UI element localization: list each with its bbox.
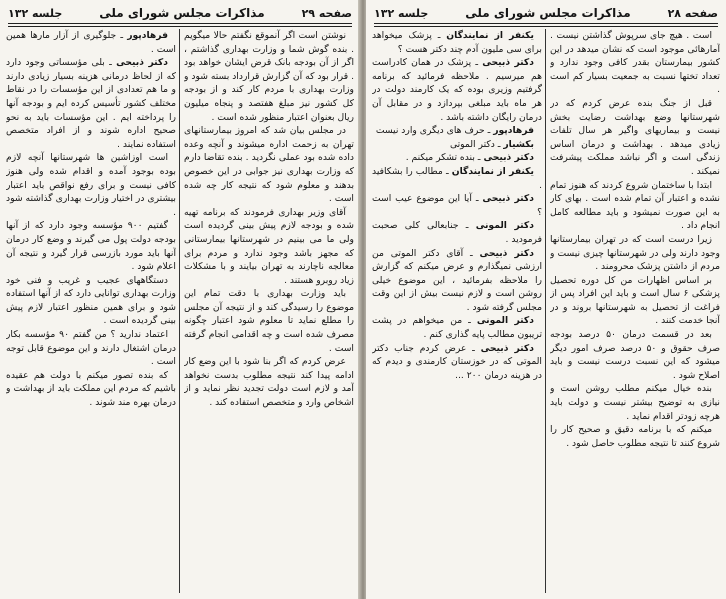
paragraph	[6, 56, 176, 151]
speaker-separator: ـ	[471, 57, 483, 69]
right-page	[366, 0, 726, 599]
paragraph	[372, 192, 542, 219]
paragraph-text: عرض کردم جناب دکتر الموتی که در خوزستان کارمندی و دیدم که در هزینه درمان ۲۰۰ ...	[372, 342, 542, 381]
paragraph-text: بنده تشکر میکنم .	[405, 152, 475, 164]
speaker-separator: ـ	[104, 57, 117, 69]
paragraph	[6, 151, 176, 219]
paragraph	[372, 124, 542, 138]
paragraph-text: زیرا درست است که در تهران بیمارستانها وجود دارند ولی در شهرستانها چیزی نیست و مردم از داشتن پزشک محرومند .	[550, 233, 720, 273]
paragraph-text: آیا این موضوع عیب است ؟	[372, 193, 542, 218]
paragraph	[372, 314, 542, 341]
paragraph-text: دکتر الموتی	[449, 138, 495, 150]
left-page-number: صفحه ۲۹	[301, 6, 352, 20]
paragraph-text: دستگاههای عجیب و غریب و فنی خود وزارت بهداری توانایی دارد که از آنها استفاده شود و برای همین منظور اعتبار لازم پیش بینی گردیده است .	[6, 274, 176, 327]
left-page-title: مذاکرات مجلس شورای ملی	[99, 6, 265, 20]
paragraph-text: عرض کردم که اگر بنا شود با این وضع کار ادامه پیدا کند نتیجه مطلوب بدست نخواهد آمد و لازم است دولت تجدید نظر نماید و از اشخاص وارد و متخصص استفاده کند .	[184, 356, 354, 409]
paragraph-text: نوشتن است اگر آنموقع نگفتم حالا میگویم . بنده گوش شما و وزارت بهداری گذاشتم ، اگر از آن بودجه بانک قرض ایشان خواهد بود . قرار بود که آن گزارش قرارداد بسته شود و وزارت بهداری با مردم کار کند و از بودجه کل کشور نیز مبلغ هفتصد و پنجاه میلیون ریال بعنوان اعتبار منظور شده است .	[184, 30, 354, 123]
paragraph-text: آقای وزیر بهداری فرمودند که برنامه تهیه شده و بودجه لازم پیش بینی گردیده است ولی ما می بینیم در شهرستانها بیمارستانی که مجهز باشد وجود ندارد و مردم برای معالجه ناچارند به تهران بیایند و با مشکلات زیاد روبرو هستند .	[184, 206, 354, 286]
speaker-separator: ـ	[466, 342, 481, 354]
speaker-separator: ـ	[442, 165, 452, 177]
speaker-name: دکتر ذبیحی	[482, 57, 534, 69]
paragraph	[550, 97, 720, 179]
left-page-header	[8, 4, 352, 22]
speaker-separator: ـ	[484, 125, 494, 137]
paragraph	[550, 274, 720, 328]
paragraph-text: است اوزاشین ها شهرستانها آنچه لازم بوده بوجود آمده و اقدام شده ولی هنوز کافی نیست و برای رفع نواقص باید اعتبار بیشتری در اختیار وزارت بهداری گذاشته شود .	[6, 152, 176, 218]
paragraph-text: ابتدا با ساختمان شروع کردند که هنوز تمام نشده و اعتبار آن تمام شده است . بهای کار به این صورت نمیشود و باید مطالعه کامل انجام داد .	[550, 179, 720, 232]
speaker-name: دکتر ذبیحی	[116, 57, 168, 69]
speaker-name: دکتر ذبیحی	[479, 247, 534, 259]
paragraph	[550, 328, 720, 382]
paragraph	[550, 423, 720, 450]
paragraph-text: بعد در قسمت درمان ۵۰ درصد بودجه صرف حقوق و ۵۰ درصد صرف امور دیگر میشود که این نسبت درست نیست و باید اصلاح شود .	[550, 329, 720, 381]
paragraph-text: پزشک میخواهد برای سی ملیون آدم چند دکتر هست ؟	[372, 30, 542, 55]
left-column-divider	[179, 29, 180, 593]
paragraph-text: بر اساس اظهارات من کل دوره تحصیل پزشکی ۶ سال است و باید این افراد پس از فراغت از تحصیل به شهرستانها بروند و در آنجا خدمت کنند .	[550, 274, 720, 327]
paragraph-text: قبل از جنگ بنده عرض کردم که در شهرستانها وضع بهداشت رضایت بخش نیست و بیماریهای واگیر هر سال تلفات زیادی میدهد . بهداشت و درمان اساس زندگی است و اگر نباشد مملکت پیشرفت نمیکند .	[550, 97, 720, 177]
right-column-divider	[545, 29, 546, 593]
paragraph-text: من میخواهم در پشت تریبون مطالب پایه گذاری کنم .	[372, 315, 542, 341]
speaker-name: فرهادپور	[127, 30, 168, 41]
right-page-header	[374, 4, 718, 22]
speaker-separator: ـ	[474, 152, 484, 164]
paragraph-text: است . هیچ جای سرپوش گذاشتن نیست . آمارهائی موجود است که نشان میدهد در این کشور بیمارستان بقدر کافی وجود ندارد و تعداد تختها نسبت به جمعیت بسیار کم است .	[550, 30, 720, 96]
paragraph-text: در مجلس بیان شد که امروز بیمارستانهای تهران به زحمت اداره میشوند و آنچه وعده داده شده بود عملی نگردید . بنده تقاضا دارم که وزارت بهداری نیز جوابی در این خصوص بدهند و معلوم شود که نتیجه کار چه شده است .	[184, 125, 354, 205]
paragraph	[184, 355, 354, 409]
paragraph	[6, 328, 176, 369]
left-page-column-left	[6, 29, 176, 595]
speaker-separator: ـ	[463, 247, 480, 259]
speaker-name: دکتر ذبیحی	[483, 152, 534, 164]
paragraph-text: بنده خیال میکنم مطلب روشن است و نیازی به توضیح بیشتر نیست و دولت باید هرچه زودتر اقدام نماید .	[550, 383, 720, 422]
speaker-separator: ـ	[471, 193, 483, 205]
paragraph	[372, 342, 542, 383]
paragraph	[372, 151, 542, 165]
paragraph-text: گفتیم ۹۰۰ مؤسسه وجود دارد که از آنها بودجه دولت پول می گیرند و وضع کار درمان آنها باید مورد بازرسی قرار گیرد و نتیجه آن اعلام شود .	[6, 220, 176, 273]
paragraph	[550, 382, 720, 423]
paragraph-text: آقای دکتر الموتی من ارزشی نمیگذارم و عرض میکنم که گزارش را ملاحظه بفرمائید ، این موضوع خیلی روشن است و لازم نیست بیش از این وقت مجلس گرفته شود .	[372, 247, 542, 313]
paragraph	[6, 29, 176, 56]
left-page-column-right	[184, 29, 354, 595]
paragraph-text: باید وزارت بهداری با دقت تمام این موضوع را رسیدگی کند و از نتیجه آن مجلس را مطلع نماید تا معلوم شود اعتبار چگونه مصرف شده است و چه اقدامی انجام گرفته است .	[184, 288, 354, 354]
speaker-name: دکتر المونی	[475, 220, 534, 232]
right-page-number: صفحه ۲۸	[667, 6, 718, 20]
paragraph-text: جنابعالی کلی صحبت فرمودید .	[372, 220, 542, 245]
paragraph	[184, 29, 354, 124]
left-page-session: جلسه ۱۳۲	[8, 6, 63, 20]
paragraph	[6, 219, 176, 273]
paragraph	[372, 29, 542, 56]
paragraph-text: حرف های دیگری وارد نیست	[375, 125, 485, 137]
paragraph-text: که بنده تصور میکنم با دولت هم عقیده باشیم که مردم این مملکت باید از بهداشت و درمان بهره مند شوند .	[6, 369, 176, 409]
paragraph	[550, 29, 720, 97]
speaker-name: دکتر ذبیحی	[482, 193, 534, 205]
paragraph-text: مطالب را بشکافید .	[372, 165, 542, 191]
right-page-column-right	[550, 29, 720, 595]
paragraph	[6, 274, 176, 328]
speaker-separator: ـ	[494, 138, 504, 150]
right-page-column-left	[372, 29, 542, 595]
paragraph	[372, 219, 542, 246]
paragraph	[372, 56, 542, 124]
right-header-rule	[374, 23, 718, 27]
left-page	[0, 0, 360, 599]
paragraph-text: میکنم که با برنامه دقیق و صحیح کار را شروع کنند تا نتیجه مطلوب حاصل شود .	[550, 424, 720, 449]
speaker-name: یکنفر از نمایندگان	[451, 165, 534, 177]
speaker-name: یکنفر از نمایندگان	[446, 30, 534, 41]
paragraph	[372, 138, 542, 152]
speaker-separator: ـ	[458, 220, 476, 232]
speaker-separator: ـ	[431, 30, 447, 41]
paragraph-text: بلی مؤسساتی وجود دارد که از لحاظ درمانی هزینه بسیار زیادی دارند و ما هم تعدادی از این مؤسسات را در نقاط مختلف کشور تأسیس کرده ایم و بودجه آنها را پرداخته ایم . این مؤسسات باید به نحو صحیح اداره شوند و از افراد متخصص استفاده نمایند .	[6, 57, 176, 150]
left-header-rule	[8, 23, 352, 27]
paragraph-text: جلوگیری از آزار مارها همین است .	[6, 30, 176, 55]
right-page-session: جلسه ۱۳۲	[374, 6, 429, 20]
paragraph	[372, 165, 542, 192]
paragraph-text: اعتماد ندارید ؟ من گفتم ۹۰ مؤسسه بکار درمان اشتغال دارند و این موضوع قابل توجه است .	[6, 329, 176, 368]
speaker-separator: ـ	[116, 30, 128, 41]
paragraph	[184, 124, 354, 206]
speaker-name: بکشیار	[503, 138, 534, 150]
speaker-name: دکتر المونی	[476, 315, 534, 327]
speaker-name: فرهادپور	[493, 125, 534, 137]
right-page-title: مذاکرات مجلس شورای ملی	[465, 6, 631, 20]
paragraph	[550, 233, 720, 274]
paragraph-text: پزشک در همان کادراست هم میرسیم . ملاحظه فرمائید که برنامه گرفتیم وزیری بوده که یک کارمند دولت در هر ماه باید مبلغی بپردازد و در مقابل آن درمان رایگان داشته باشد .	[372, 57, 542, 123]
paragraph	[6, 369, 176, 410]
speaker-name: دکتر ذبیحی	[480, 342, 534, 354]
paragraph	[550, 179, 720, 233]
paragraph	[372, 247, 542, 315]
speaker-separator: ـ	[462, 315, 477, 327]
paragraph	[184, 206, 354, 288]
paragraph	[184, 287, 354, 355]
